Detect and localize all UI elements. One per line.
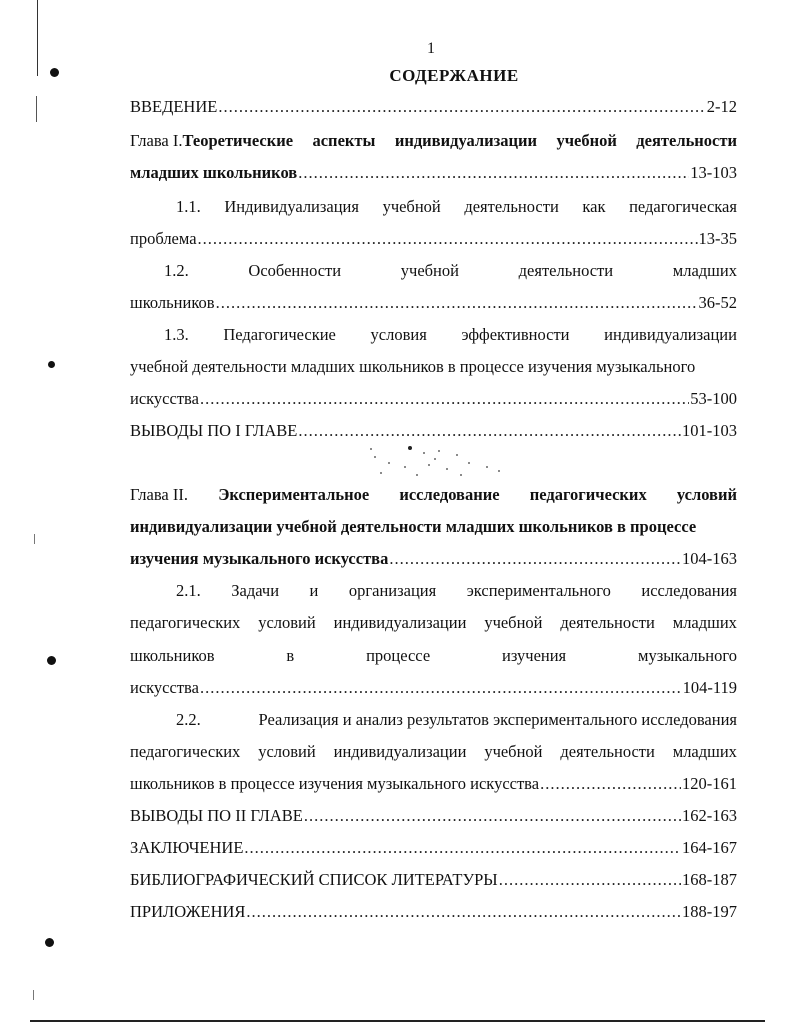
section-word: младших: [672, 261, 737, 280]
section-word: учебной: [400, 261, 459, 280]
section-word: музыкального: [638, 646, 737, 665]
section-word: Особенности: [248, 261, 342, 280]
page-number: 1: [427, 40, 435, 57]
toc-entry-chapter2-title-line3[interactable]: [130, 548, 737, 570]
section-word: деятельности: [518, 261, 614, 280]
toc-leader-dots: [246, 901, 681, 923]
scan-edge-mark: [34, 534, 35, 544]
toc-pages: 13-35: [698, 229, 737, 248]
section-word: школьников: [130, 646, 215, 665]
section-number: 1.2.: [164, 261, 189, 280]
section-text: учебной деятельности младших школьников в процессе изучения музыкального: [130, 357, 696, 376]
chapter-prefix: Глава I.: [130, 131, 183, 150]
toc-entry-section-1-1-line2[interactable]: [130, 228, 737, 250]
section-number: 1.3.: [164, 325, 189, 344]
toc-pages: 188-197: [682, 902, 737, 921]
toc-leader-dots: [200, 388, 689, 410]
section-word: младших: [672, 613, 737, 632]
chapter-title-word: Экспериментальное: [218, 485, 370, 504]
section-word: изучения: [502, 646, 567, 665]
section-word: индивидуализации: [333, 742, 467, 761]
section-text: искусства: [130, 389, 199, 408]
toc-entry-section-1-3-line1[interactable]: [164, 324, 737, 346]
section-word: Индивидуализация: [224, 197, 359, 216]
punch-hole-dot: [47, 656, 56, 665]
toc-entry-section-2-1-line4[interactable]: [130, 677, 737, 699]
toc-entry-chapter2-title-line2[interactable]: [130, 516, 737, 538]
section-word: младших: [672, 742, 737, 761]
section-word: в: [286, 646, 295, 665]
toc-leader-dots: [218, 96, 705, 118]
toc-pages: 2-12: [706, 97, 737, 116]
toc-pages: 162-163: [682, 806, 737, 825]
toc-label: ПРИЛОЖЕНИЯ: [130, 902, 246, 921]
toc-leader-dots: [298, 162, 689, 184]
toc-entry-chapter1-title-line2[interactable]: [130, 162, 737, 184]
toc-pages: 36-52: [698, 293, 737, 312]
toc-pages: 104-119: [682, 678, 737, 697]
toc-entry-chapter1-title-line1[interactable]: [130, 130, 737, 152]
chapter-title-word: педагогических: [529, 485, 647, 504]
toc-entry-chapter2-conclusions[interactable]: [130, 805, 737, 827]
section-word: деятельности: [560, 613, 655, 632]
toc-entry-section-2-1-line2[interactable]: [130, 612, 737, 634]
toc-leader-dots: [304, 805, 681, 827]
section-number: 2.2.: [176, 710, 201, 729]
toc-pages: 104-163: [682, 549, 737, 568]
section-number: 2.1.: [176, 581, 201, 600]
section-word: условия: [370, 325, 427, 344]
toc-leader-dots: [499, 869, 681, 891]
toc-label: ВЫВОДЫ ПО II ГЛАВЕ: [130, 806, 303, 825]
section-word: исследования: [641, 581, 737, 600]
toc-label: ВЫВОДЫ ПО I ГЛАВЕ: [130, 421, 298, 440]
section-word: педагогических: [130, 742, 241, 761]
chapter-title-word: деятельности: [636, 131, 737, 150]
chapter-title-word: учебной: [556, 131, 617, 150]
scan-bottom-edge: [30, 1020, 765, 1022]
toc-leader-dots: [198, 228, 698, 250]
toc-entry-conclusion[interactable]: [130, 837, 737, 859]
toc-entry-bibliography[interactable]: [130, 869, 737, 891]
scan-smudge: [368, 444, 508, 480]
chapter-title-text: индивидуализации учебной деятельности младших школьников в процессе: [130, 517, 697, 536]
section-word: условий: [258, 613, 316, 632]
section-text: искусства: [130, 678, 199, 697]
toc-entry-chapter2-title-line1[interactable]: [130, 484, 737, 506]
chapter-title-word: условий: [676, 485, 737, 504]
toc-leader-dots: [200, 677, 682, 699]
toc-pages: 101-103: [682, 421, 737, 440]
section-word: учебной: [382, 197, 441, 216]
section-number: 1.1.: [176, 197, 201, 216]
toc-label: БИБЛИОГРАФИЧЕСКИЙ СПИСОК ЛИТЕРАТУРЫ: [130, 870, 498, 889]
section-word: индивидуализации: [604, 325, 737, 344]
toc-entry-section-1-2-line1[interactable]: [164, 260, 737, 282]
section-word: деятельности: [464, 197, 559, 216]
section-text: школьников в процессе изучения музыкального искусства: [130, 774, 540, 793]
section-word: эффективности: [461, 325, 570, 344]
toc-label: ВВЕДЕНИЕ: [130, 97, 218, 116]
section-word: Педагогические: [223, 325, 336, 344]
toc-leader-dots: [389, 548, 681, 570]
section-word: экспериментального: [466, 581, 611, 600]
chapter-heading-start: [130, 130, 293, 152]
toc-entry-section-1-2-line2[interactable]: [130, 292, 737, 314]
chapter-title-text: изучения музыкального искусства: [130, 549, 389, 568]
toc-leader-dots: [216, 292, 698, 314]
chapter-title-word: исследование: [399, 485, 500, 504]
toc-entry-section-2-2-line2[interactable]: [130, 741, 737, 763]
chapter-prefix: Глава II.: [130, 485, 188, 504]
section-text: школьников: [130, 293, 215, 312]
toc-label: ЗАКЛЮЧЕНИЕ: [130, 838, 244, 857]
punch-hole-dot: [45, 938, 54, 947]
toc-entry-appendix[interactable]: [130, 901, 737, 923]
toc-entry-section-1-3-line2[interactable]: [130, 356, 737, 378]
toc-leader-dots: [298, 420, 681, 442]
section-text: Реализация и анализ результатов экспериментального исследования: [258, 710, 737, 729]
section-word: деятельности: [560, 742, 655, 761]
toc-leader-dots: [244, 837, 681, 859]
section-word: учебной: [484, 613, 543, 632]
section-word: педагогическая: [629, 197, 737, 216]
section-word: педагогических: [130, 613, 241, 632]
section-word: Задачи: [231, 581, 280, 600]
punch-hole-dot: [48, 361, 55, 368]
toc-pages: 120-161: [682, 774, 737, 793]
toc-leader-dots: [540, 773, 681, 795]
section-word: организация: [348, 581, 437, 600]
section-text: проблема: [130, 229, 197, 248]
section-word: процессе: [366, 646, 431, 665]
scan-edge-mark: [33, 990, 34, 1000]
toc-entry-chapter1-conclusions[interactable]: [130, 420, 737, 442]
toc-entry-introduction[interactable]: [130, 96, 737, 118]
toc-entry-section-1-1-line1[interactable]: [176, 196, 737, 218]
section-word: и: [309, 581, 319, 600]
toc-entry-section-2-1-line3[interactable]: [130, 645, 737, 667]
toc-entry-section-2-1-line1[interactable]: [176, 580, 737, 602]
scan-edge-mark: [36, 96, 37, 122]
scan-edge-mark: [37, 0, 38, 76]
toc-entry-section-2-2-line3[interactable]: [130, 773, 737, 795]
toc-pages: 53-100: [690, 389, 737, 408]
toc-entry-section-1-3-line3[interactable]: [130, 388, 737, 410]
chapter-title-word: Теоретические: [182, 131, 294, 150]
toc-pages: 13-103: [690, 163, 737, 182]
chapter-title-word: аспекты: [312, 131, 376, 150]
section-word: учебной: [484, 742, 543, 761]
toc-pages: 168-187: [682, 870, 737, 889]
chapter-title-word: индивидуализации: [394, 131, 538, 150]
toc-entry-section-2-2-line1[interactable]: [176, 709, 737, 731]
section-word: индивидуализации: [333, 613, 467, 632]
page-title: СОДЕРЖАНИЕ: [389, 66, 519, 85]
section-word: условий: [258, 742, 316, 761]
toc-pages: 164-167: [682, 838, 737, 857]
chapter-title-text: младших школьников: [130, 163, 298, 182]
section-word: как: [582, 197, 606, 216]
